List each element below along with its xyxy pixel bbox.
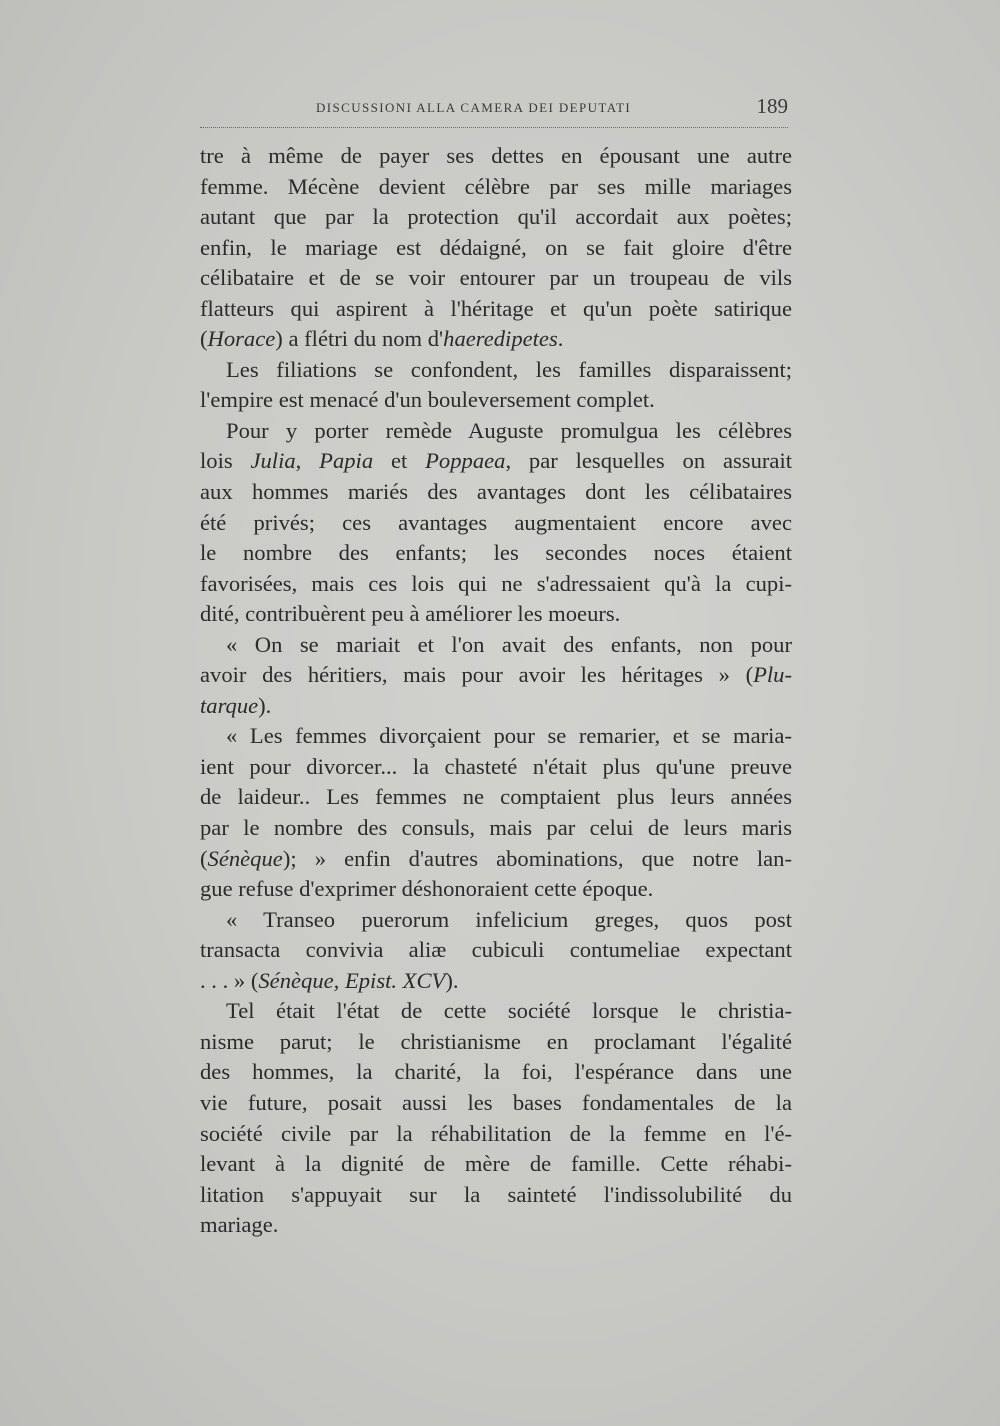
text-line: flatteurs qui aspirent à l'héritage et qu'un poète satirique <box>200 295 792 321</box>
text-line: « Les femmes divorçaient pour se remarier, et se maria- <box>226 723 792 749</box>
text-line: « Transeo puerorum infelicium greges, quos post <box>226 906 792 932</box>
text-line: été privés; ces avantages augmentaient encore avec <box>200 509 792 535</box>
text-fragment: lois <box>200 448 251 474</box>
text-line: dité, contribuèrent peu à améliorer les moeurs. <box>200 601 621 627</box>
italic-citation: Horace <box>207 326 276 352</box>
text-fragment: ) a flétri du nom d' <box>275 326 444 352</box>
text-line: Pour y porter remède Auguste promulgua les célèbres <box>226 417 792 443</box>
running-head: DISCUSSIONI ALLA CAMERA DEI DEPUTATI <box>316 100 632 115</box>
text-fragment: , <box>295 448 320 474</box>
italic-citation: Sénèque, Epist. XCV <box>258 967 446 993</box>
text-line: favorisées, mais ces lois qui ne s'adressaient qu'à la cupi- <box>200 570 792 596</box>
text-fragment: et <box>373 448 426 474</box>
text-fragment: ). <box>445 967 459 993</box>
text-fragment: ); » enfin d'autres abominations, que notre lan- <box>282 845 792 871</box>
text-line: autant que par la protection qu'il accordait aux poètes; <box>200 204 792 230</box>
paragraph-2 <box>200 355 792 416</box>
page-number: 189 <box>756 94 788 118</box>
text-fragment: avoir des héritiers, mais pour avoir les héritages » ( <box>200 662 754 688</box>
text-line: société civile par la réhabilitation de la femme en l'é- <box>200 1120 792 1146</box>
text-fragment: ( <box>200 326 208 352</box>
text-line: litation s'appuyait sur la sainteté l'indissolubilité du <box>200 1181 792 1207</box>
header-rule <box>200 127 788 128</box>
text-fragment: . <box>557 326 564 352</box>
text-line: des hommes, la charité, la foi, l'espérance dans une <box>200 1059 792 1085</box>
text-fragment: . . . » ( <box>200 967 259 993</box>
text-line <box>200 446 792 477</box>
italic-citation: Plu- <box>753 662 792 688</box>
text-line: « On se mariait et l'on avait des enfants, non pour <box>226 631 792 657</box>
text-fragment: ). <box>258 692 272 718</box>
text-line: aux hommes mariés des avantages dont les célibataires <box>200 479 792 505</box>
body-text <box>200 141 792 1241</box>
italic-citation: Sénèque <box>207 845 283 871</box>
text-line: le nombre des enfants; les secondes noces étaient <box>200 540 792 566</box>
page-header <box>200 92 790 122</box>
text-line: vie future, posait aussi les bases fondamentales de la <box>200 1089 792 1115</box>
text-line: levant à la dignité de mère de famille. Cette réhabi- <box>200 1151 792 1177</box>
text-line: mariage. <box>200 1212 279 1238</box>
text-line: Les filiations se confondent, les familles disparaissent; <box>226 356 792 382</box>
text-line <box>200 691 792 722</box>
text-line: transacta convivia aliæ cubiculi contumeliae expectant <box>200 937 792 963</box>
text-line: célibataire et de se voir entourer par un troupeau de vils <box>200 265 792 291</box>
text-line: de laideur.. Les femmes ne comptaient plus leurs années <box>200 784 792 810</box>
text-line: Tel était l'état de cette société lorsque le christia- <box>226 998 792 1024</box>
text-line: par le nombre des consuls, mais par celui de leurs maris <box>200 815 792 841</box>
text-line <box>200 966 792 997</box>
text-line: ient pour divorcer... la chasteté n'était plus qu'une preuve <box>200 753 792 779</box>
text-line: l'empire est menacé d'un bouleversement complet. <box>200 387 655 413</box>
italic-law-name: Papia <box>319 448 374 474</box>
text-line: nisme parut; le christianisme en proclamant l'égalité <box>200 1028 792 1054</box>
text-line: gue refuse d'exprimer déshonoraient cette époque. <box>200 876 654 902</box>
italic-law-name: Julia <box>250 448 296 474</box>
text-fragment: , par lesquelles on assurait <box>505 448 792 474</box>
paragraph-1 <box>200 141 792 355</box>
paragraph-5 <box>200 721 792 904</box>
italic-law-name: Poppaea <box>425 448 506 474</box>
paragraph-7 <box>200 996 792 1240</box>
italic-term: haeredipetes <box>443 326 558 352</box>
text-line: tre à même de payer ses dettes en épousant une autre <box>200 143 792 168</box>
paragraph-6 <box>200 905 792 997</box>
text-line <box>200 324 792 355</box>
text-fragment: ( <box>200 845 208 871</box>
paragraph-4 <box>200 630 792 722</box>
text-line: femme. Mécène devient célèbre par ses mille mariages <box>200 173 792 199</box>
paragraph-3 <box>200 416 792 630</box>
italic-citation: tarque <box>200 692 259 718</box>
text-line: enfin, le mariage est dédaigné, on se fait gloire d'être <box>200 234 792 260</box>
text-line <box>200 844 792 875</box>
text-line <box>200 660 792 691</box>
